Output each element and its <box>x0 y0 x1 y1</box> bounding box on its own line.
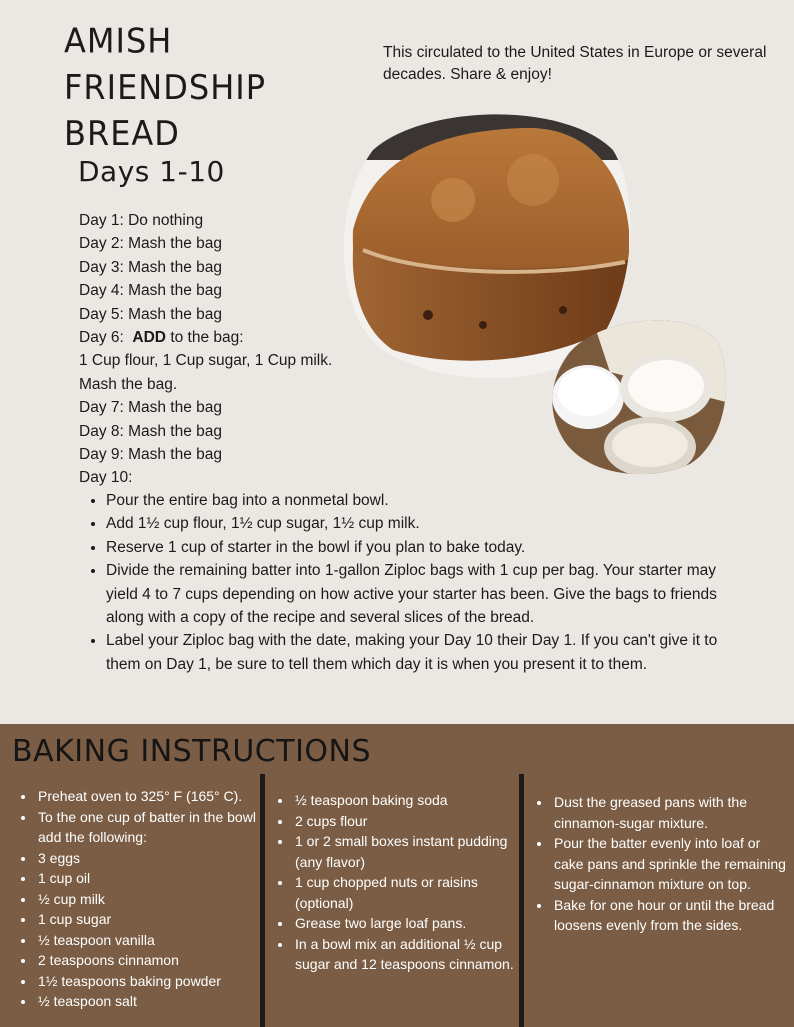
baking-heading: BAKING INSTRUCTIONS <box>12 734 372 769</box>
day10-step: • Reserve 1 cup of starter in the bowl if you plan to bake today. <box>106 536 746 559</box>
day6-ingredients: 1 Cup flour, 1 Cup sugar, 1 Cup milk. <box>79 352 333 370</box>
page-title <box>64 18 266 157</box>
baking-column-1 <box>18 786 268 1012</box>
baking-column-2 <box>275 790 529 975</box>
baking-step: • ½ teaspoon salt <box>36 991 268 1012</box>
baking-step: • 1 or 2 small boxes instant pudding (any flavor) <box>293 831 529 872</box>
baking-step: • 2 cups flour <box>293 811 529 832</box>
baking-step: • To the one cup of batter in the bowl add the following: <box>36 807 268 848</box>
title-line: FRIENDSHIP <box>64 67 266 108</box>
baking-step: • 2 teaspoons cinnamon <box>36 950 268 971</box>
baking-step: • Preheat oven to 325° F (165° C). <box>36 786 268 807</box>
day-item: Day 5: Mash the bag <box>79 305 223 323</box>
baking-step: • ½ teaspoon baking soda <box>293 790 529 811</box>
day-item: Day 3: Mash the bag <box>79 258 223 276</box>
day-item: Day 2: Mash the bag <box>79 235 223 253</box>
day6-emphasis: ADD <box>132 329 167 347</box>
title-line: BREAD <box>64 113 180 154</box>
baking-step: • 1 cup sugar <box>36 909 268 930</box>
day-item: Day 10: <box>79 469 133 487</box>
day-item: Day 9: Mash the bag <box>79 446 223 464</box>
day-item: Day 1: Do nothing <box>79 212 204 229</box>
baking-step: • Grease two large loaf pans. <box>293 913 529 934</box>
days-heading: Days 1-10 <box>78 155 225 188</box>
day-item: Day 4: Mash the bag <box>79 282 223 300</box>
day10-step: • Divide the remaining batter into 1-gallon Ziploc bags with 1 cup per bag. Your starter may yield 4 to 7 cups depending on how active your starter has been. Give the bags to friends along with a copy of the recipe and several slices of the bread. <box>106 559 746 629</box>
ingredients-image <box>550 312 726 474</box>
day-item: Day 7: Mash the bag <box>79 399 223 417</box>
day10-step: • Label your Ziploc bag with the date, making your Day 10 their Day 1. If you can't give it to them on Day 1, be sure to tell them which day it is when you present it to them. <box>106 629 746 676</box>
intro-text: This circulated to the United States in Europe or several decades. Share & enjoy! <box>383 44 767 83</box>
day-item-day6 <box>79 326 419 349</box>
baking-step: • 1 cup chopped nuts or raisins (optional) <box>293 872 529 913</box>
baking-step: • In a bowl mix an additional ½ cup sugar and 12 teaspoons cinnamon. <box>293 934 529 975</box>
baking-step: • Bake for one hour or until the bread loosens evenly from the sides. <box>552 895 792 936</box>
baking-step: • 1 cup oil <box>36 868 268 889</box>
day10-step: • Pour the entire bag into a nonmetal bowl. <box>106 489 746 512</box>
day-list <box>79 209 419 490</box>
baking-step: • ½ teaspoon vanilla <box>36 930 268 951</box>
day10-step: • Add 1½ cup flour, 1½ cup sugar, 1½ cup milk. <box>106 512 746 535</box>
day6-instruction: Mash the bag. <box>79 375 178 393</box>
baking-step: • 1½ teaspoons baking powder <box>36 971 268 992</box>
baking-step: • Pour the batter evenly into loaf or cake pans and sprinkle the remaining sugar-cinnamon mixture on top. <box>552 833 792 895</box>
day6-suffix: to the bag: <box>166 329 244 347</box>
baking-column-3 <box>534 792 792 936</box>
baking-step: • 3 eggs <box>36 848 268 869</box>
day6-prefix: Day 6: <box>79 329 133 347</box>
day-item: Day 8: Mash the bag <box>79 422 223 440</box>
title-line: AMISH <box>64 21 173 62</box>
day10-steps <box>86 489 746 676</box>
baking-instructions-section <box>0 724 794 1027</box>
baking-step: • ½ cup milk <box>36 889 268 910</box>
baking-step: • Dust the greased pans with the cinnamon-sugar mixture. <box>552 792 792 833</box>
